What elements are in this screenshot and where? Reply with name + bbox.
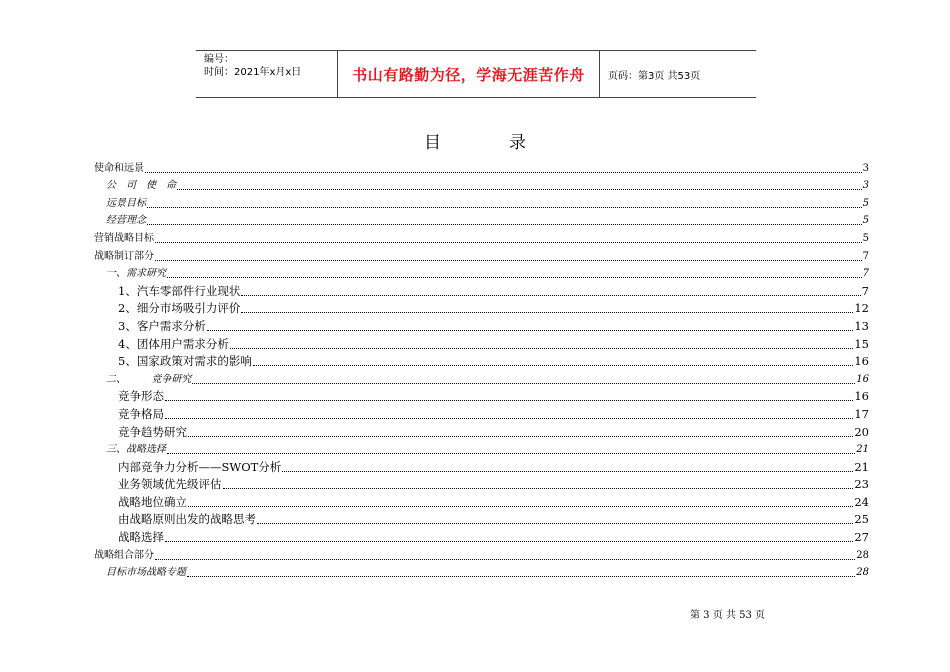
toc-entry-text: 使命和远景 <box>94 162 144 174</box>
toc-entry[interactable] <box>94 245 869 263</box>
toc-entry[interactable] <box>94 491 869 509</box>
toc-entry-text: 经营理念 <box>106 215 146 227</box>
toc-entry-text: 战略选择 <box>118 530 164 545</box>
time-label: 时间：2021年x月x日 <box>204 67 302 78</box>
toc-entry[interactable] <box>94 562 869 580</box>
toc-entry-page: 5 <box>862 215 869 227</box>
toc-entry-page: 7 <box>861 283 869 298</box>
toc-entry-text: 一、需求研究 <box>106 268 166 280</box>
toc-entry-text: 业务领域优先级评估 <box>118 477 222 492</box>
toc-entry-text: 营销战略目标 <box>94 232 154 244</box>
toc-entry-text: 战略制订部分 <box>94 250 154 262</box>
toc-entry-page: 3 <box>862 180 869 192</box>
toc-entry-text: 公 司 使 命 <box>106 180 176 192</box>
toc-entry-page: 13 <box>854 318 869 333</box>
toc-entry-text: 战略组合部分 <box>94 549 154 561</box>
toc-entry-page: 16 <box>854 354 869 369</box>
toc-entry-page: 16 <box>856 373 869 385</box>
toc-entry[interactable] <box>94 298 869 316</box>
page-footer: 第 3 页 共 53 页 <box>690 610 765 621</box>
header-page-code: 页码：第3页 共53页 <box>608 70 701 82</box>
toc-entry[interactable] <box>94 386 869 404</box>
toc-entry-page: 5 <box>862 232 869 244</box>
toc-entry[interactable] <box>94 227 869 245</box>
toc-entry-page: 27 <box>854 530 869 545</box>
toc-entry-page: 23 <box>854 477 869 492</box>
toc-entry[interactable] <box>94 210 869 228</box>
toc-entry-text: 3、客户需求分析 <box>118 318 206 333</box>
toc-title-right: 录 <box>509 133 526 153</box>
toc-entry-page: 28 <box>856 567 869 579</box>
toc-entry-text: 战略地位确立 <box>118 494 187 509</box>
toc-entry[interactable] <box>94 439 869 457</box>
toc-entry[interactable] <box>94 263 869 281</box>
toc-entry[interactable] <box>94 526 869 544</box>
toc-entry-page: 17 <box>854 406 869 421</box>
page-header <box>196 50 756 98</box>
toc-entry-page: 15 <box>854 336 869 351</box>
toc-entry-page: 7 <box>862 250 869 262</box>
toc-entry-page: 21 <box>856 444 869 456</box>
toc-entry-text: 三、战略选择 <box>106 444 166 456</box>
toc-title <box>0 128 950 153</box>
header-motto: 书山有路勤为径，学海无涯苦作舟 <box>338 51 600 97</box>
toc-title-left: 目 <box>424 133 441 153</box>
toc-entry[interactable] <box>94 403 869 421</box>
toc-entry[interactable] <box>94 192 869 210</box>
toc-entry[interactable] <box>94 456 869 474</box>
toc-entry[interactable] <box>94 474 869 492</box>
table-of-contents <box>94 157 869 579</box>
toc-entry[interactable] <box>94 157 869 175</box>
toc-entry-text: 竞争格局 <box>118 406 164 421</box>
toc-entry[interactable] <box>94 175 869 193</box>
toc-entry-text: 由战略原则出发的战略思考 <box>118 512 256 527</box>
toc-entry[interactable] <box>94 333 869 351</box>
header-meta <box>196 51 338 97</box>
toc-entry[interactable] <box>94 280 869 298</box>
toc-entry[interactable] <box>94 544 869 562</box>
toc-entry-page: 21 <box>854 459 869 474</box>
toc-entry-page: 7 <box>862 268 869 280</box>
toc-entry-page: 5 <box>862 197 869 209</box>
toc-entry-text: 目标市场战略专题 <box>106 567 186 579</box>
toc-entry-page: 20 <box>854 424 869 439</box>
toc-entry[interactable] <box>94 351 869 369</box>
toc-entry-page: 24 <box>854 494 869 509</box>
toc-entry-text: 1、汽车零部件行业现状 <box>118 283 241 298</box>
toc-entry[interactable] <box>94 315 869 333</box>
toc-entry-text: 竞争形态 <box>118 389 164 404</box>
toc-entry-text: 二、 竞争研究 <box>106 373 192 385</box>
toc-entry-page: 28 <box>856 549 869 561</box>
toc-entry[interactable] <box>94 368 869 386</box>
toc-entry-page: 25 <box>854 512 869 527</box>
toc-entry-text: 竞争趋势研究 <box>118 424 187 439</box>
toc-entry-text: 5、国家政策对需求的影响 <box>118 354 252 369</box>
toc-entry-text: 2、细分市场吸引力评价 <box>118 301 241 316</box>
toc-entry-page: 3 <box>862 162 869 174</box>
toc-entry[interactable] <box>94 421 869 439</box>
toc-entry-page: 16 <box>854 389 869 404</box>
toc-entry-text: 4、团体用户需求分析 <box>118 336 229 351</box>
toc-entry-text: 内部竞争力分析——SWOT分析 <box>118 459 282 474</box>
toc-entry[interactable] <box>94 509 869 527</box>
toc-entry-text: 远景目标 <box>106 197 146 209</box>
toc-entry-page: 12 <box>854 301 869 316</box>
number-label: 编号： <box>204 54 234 65</box>
